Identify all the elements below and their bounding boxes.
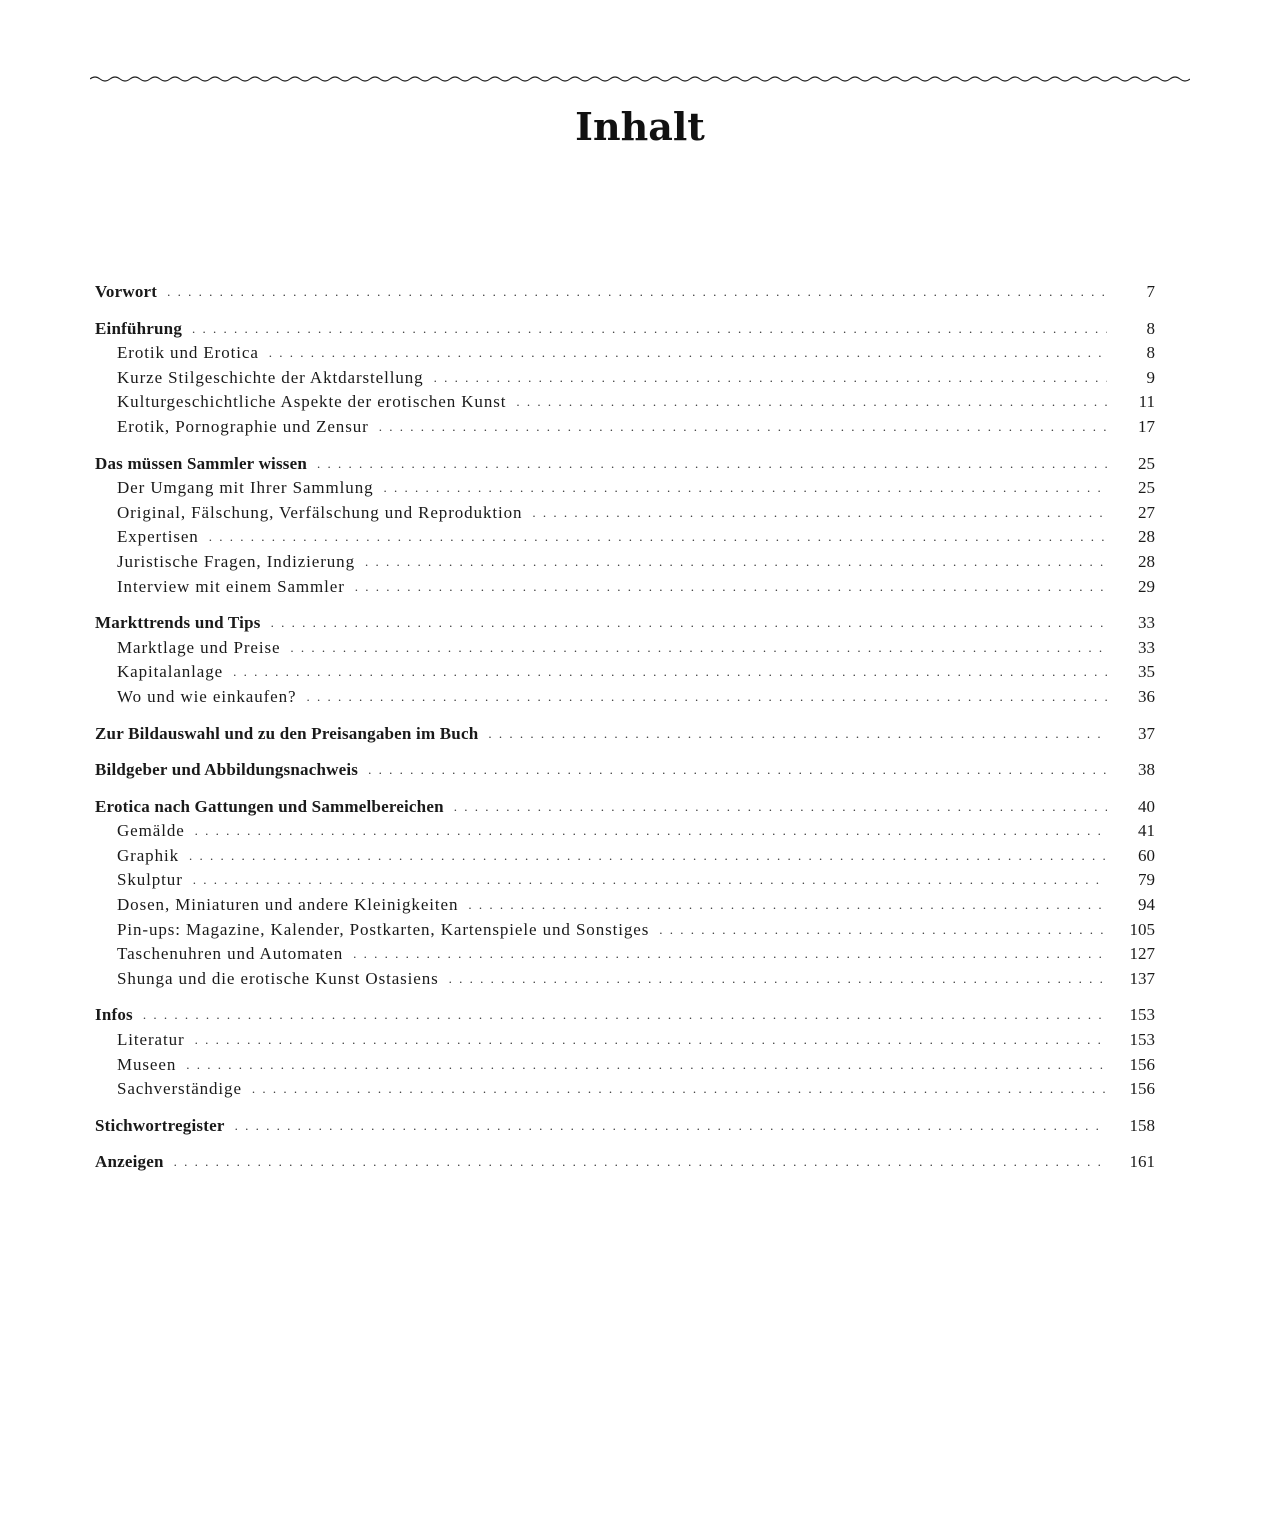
toc-subentry [95, 1077, 1155, 1102]
toc-section [95, 280, 1155, 305]
toc-subentry [95, 967, 1155, 992]
dot-leader [271, 611, 1107, 636]
dot-leader [233, 660, 1107, 685]
toc-entry [95, 280, 1155, 305]
toc-page-number: 37 [1138, 723, 1155, 743]
toc-entry [95, 611, 1155, 636]
toc-page-number: 161 [1129, 1152, 1155, 1172]
toc-section [95, 795, 1155, 992]
toc-subentry [95, 942, 1155, 967]
toc-entry-label: Wo und wie einkaufen? [117, 686, 297, 706]
toc-entry-label: Sachverständige [117, 1079, 242, 1099]
toc-entry-label: Skulptur [117, 870, 183, 890]
dot-leader [174, 1150, 1107, 1175]
dot-leader [193, 868, 1107, 893]
dot-leader [516, 390, 1107, 415]
toc-subentry [95, 550, 1155, 575]
toc-section [95, 452, 1155, 600]
toc-entry-label: Expertisen [117, 527, 199, 547]
toc-entry-label: Juristische Fragen, Indizierung [117, 551, 355, 571]
toc-entry-label: Vorwort [95, 282, 158, 301]
toc-page-number: 105 [1129, 919, 1155, 939]
dot-leader [353, 942, 1107, 967]
toc-page-number: 36 [1138, 686, 1155, 706]
toc-page-number: 7 [1146, 282, 1155, 301]
dot-leader [186, 1053, 1107, 1078]
dot-leader [368, 758, 1107, 783]
toc-page-number: 8 [1146, 318, 1155, 338]
dot-leader [143, 1003, 1107, 1028]
toc-entry-label: Erotica nach Gattungen und Sammelbereichen [95, 796, 444, 816]
toc-entry-label: Dosen, Miniaturen und andere Kleinigkeiten [117, 895, 459, 915]
toc-subentry [95, 1053, 1155, 1078]
dot-leader [192, 317, 1107, 342]
toc-entry [95, 1003, 1155, 1028]
dot-leader [195, 819, 1107, 844]
toc-page-number: 94 [1138, 895, 1155, 915]
toc-entry-label: Original, Fälschung, Verfälschung und Reproduktion [117, 502, 523, 522]
dot-leader [379, 415, 1107, 440]
dot-leader [306, 685, 1107, 710]
toc-entry-label: Markttrends und Tips [95, 613, 261, 633]
toc-entry [95, 722, 1155, 747]
toc-entry-label: Stichwortregister [95, 1115, 225, 1135]
toc-entry [95, 1114, 1155, 1139]
toc-entry-label: Bildgeber und Abbildungsnachweis [95, 760, 359, 780]
toc-subentry [95, 685, 1155, 710]
toc-page-number: 27 [1138, 502, 1155, 522]
dot-leader [290, 636, 1107, 661]
toc-entry-label: Literatur [117, 1030, 185, 1050]
toc-page-number: 60 [1138, 845, 1155, 865]
toc-entry-label: Taschenuhren und Automaten [117, 944, 344, 964]
dot-leader [317, 452, 1107, 477]
toc-page-number: 28 [1138, 551, 1155, 571]
toc-entry-label: Museen [117, 1054, 177, 1074]
toc-page-number: 29 [1138, 576, 1155, 596]
toc-subentry [95, 1028, 1155, 1053]
toc-subentry [95, 501, 1155, 526]
dot-leader [468, 893, 1107, 918]
dot-leader [454, 795, 1107, 820]
dot-leader [355, 575, 1107, 600]
toc-entry-label: Zur Bildauswahl und zu den Preisangaben im Buch [95, 723, 479, 743]
dot-leader [269, 341, 1107, 366]
toc-entry-label: Das müssen Sammler wissen [95, 453, 308, 473]
toc-entry-label: Kapitalanlage [117, 662, 224, 682]
dot-leader [449, 967, 1107, 992]
toc-page-number: 153 [1129, 1030, 1155, 1050]
dot-leader [488, 722, 1107, 747]
toc-entry-label: Erotik und Erotica [117, 343, 259, 363]
toc-page-number: 28 [1138, 527, 1155, 547]
toc-page-number: 8 [1146, 343, 1155, 363]
dot-leader [434, 366, 1107, 391]
toc-page-number: 41 [1138, 821, 1155, 841]
toc-page-number: 25 [1138, 453, 1155, 473]
toc-entry-label: Anzeigen [95, 1152, 164, 1172]
toc-page-number: 9 [1146, 367, 1155, 387]
toc-entry [95, 1150, 1155, 1175]
toc-page-number: 137 [1129, 968, 1155, 988]
toc-page-number: 11 [1138, 392, 1155, 412]
toc-subentry [95, 918, 1155, 943]
dot-leader [235, 1114, 1107, 1139]
toc-entry [95, 317, 1155, 342]
toc-entry-label: Kulturgeschichtliche Aspekte der erotischen Kunst [117, 392, 507, 412]
toc-subentry [95, 844, 1155, 869]
toc-subentry [95, 819, 1155, 844]
toc-subentry [95, 476, 1155, 501]
toc-page-number: 156 [1129, 1079, 1155, 1099]
table-of-contents [95, 280, 1155, 1187]
toc-page-number: 17 [1138, 416, 1155, 436]
toc-subentry [95, 415, 1155, 440]
toc-subentry [95, 636, 1155, 661]
toc-page-number: 127 [1129, 944, 1155, 964]
toc-page-number: 40 [1138, 796, 1155, 816]
toc-entry [95, 758, 1155, 783]
toc-entry-label: Pin-ups: Magazine, Kalender, Postkarten, Kartenspiele und Sonstiges [117, 919, 650, 939]
toc-entry-label: Gemälde [117, 821, 185, 841]
toc-page-number: 156 [1129, 1054, 1155, 1074]
toc-entry [95, 795, 1155, 820]
toc-entry [95, 452, 1155, 477]
toc-entry-label: Infos [95, 1005, 133, 1025]
dot-leader [252, 1077, 1107, 1102]
dot-leader [209, 525, 1107, 550]
toc-subentry [95, 341, 1155, 366]
dot-leader [384, 476, 1108, 501]
dot-leader [532, 501, 1107, 526]
toc-subentry [95, 390, 1155, 415]
toc-entry-label: Erotik, Pornographie und Zensur [117, 416, 369, 436]
toc-subentry [95, 525, 1155, 550]
dot-leader [167, 280, 1107, 305]
toc-section [95, 611, 1155, 709]
dot-leader [189, 844, 1107, 869]
toc-subentry [95, 575, 1155, 600]
toc-page-number: 35 [1138, 662, 1155, 682]
toc-section [95, 1150, 1155, 1175]
toc-entry-label: Der Umgang mit Ihrer Sammlung [117, 478, 374, 498]
toc-entry-label: Einführung [95, 318, 183, 338]
toc-section [95, 1003, 1155, 1101]
toc-entry-label: Interview mit einem Sammler [117, 576, 345, 596]
wavy-rule-divider [90, 70, 1190, 88]
toc-page-number: 153 [1129, 1005, 1155, 1025]
toc-page-number: 33 [1138, 637, 1155, 657]
toc-entry-label: Marktlage und Preise [117, 637, 281, 657]
toc-page-number: 33 [1138, 613, 1155, 633]
toc-page-number: 38 [1138, 760, 1155, 780]
toc-entry-label: Graphik [117, 845, 180, 865]
dot-leader [365, 550, 1107, 575]
toc-section [95, 1114, 1155, 1139]
toc-subentry [95, 660, 1155, 685]
toc-entry-label: Shunga und die erotische Kunst Ostasiens [117, 968, 439, 988]
toc-page-number: 25 [1138, 478, 1155, 498]
toc-section [95, 722, 1155, 747]
dot-leader [195, 1028, 1107, 1053]
dot-leader [659, 918, 1107, 943]
toc-subentry [95, 893, 1155, 918]
toc-subentry [95, 366, 1155, 391]
toc-entry-label: Kurze Stilgeschichte der Aktdarstellung [117, 367, 424, 387]
toc-page-number: 79 [1138, 870, 1155, 890]
toc-page-number: 158 [1129, 1115, 1155, 1135]
toc-subentry [95, 868, 1155, 893]
toc-section [95, 758, 1155, 783]
toc-section [95, 317, 1155, 440]
page-title: Inhalt [575, 104, 705, 149]
